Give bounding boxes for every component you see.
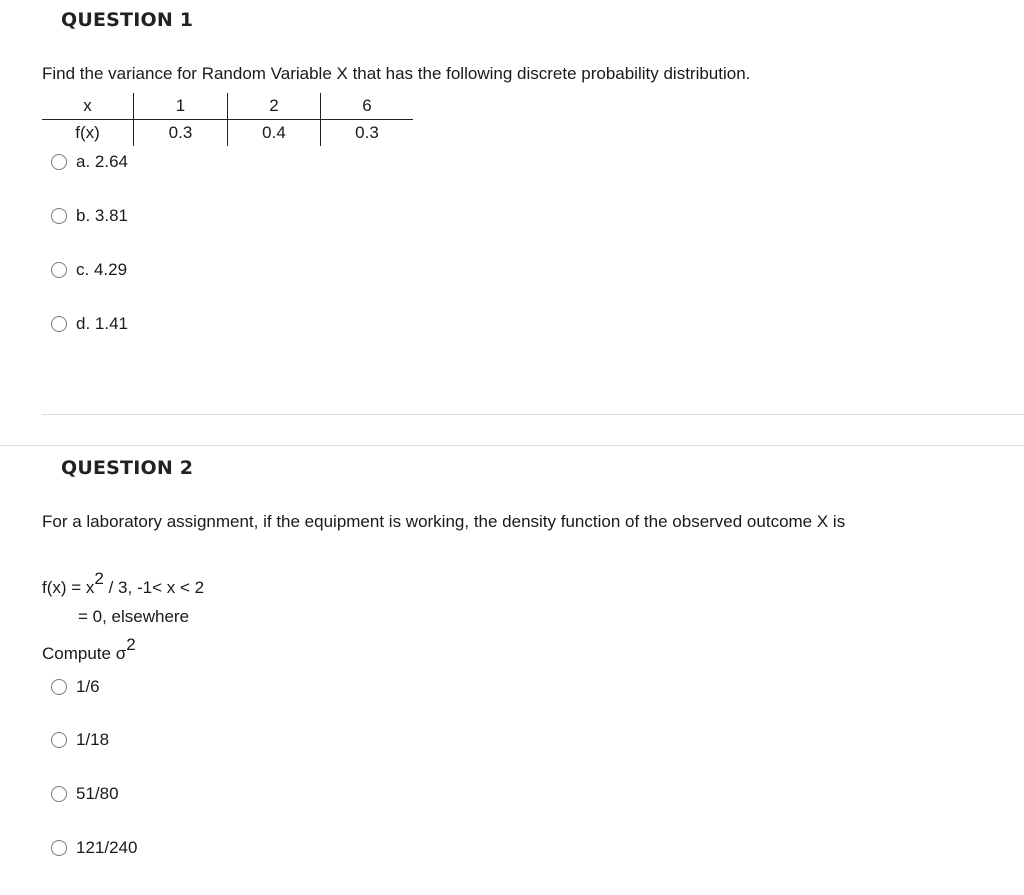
table-cell: 6 xyxy=(321,93,414,120)
compute-text: Compute σ xyxy=(42,644,127,663)
radio-button[interactable] xyxy=(51,732,67,748)
radio-button[interactable] xyxy=(51,840,67,856)
formula-part: / 3, -1< x < 2 xyxy=(103,578,205,597)
density-formula-line-2: = 0, elsewhere xyxy=(78,607,190,626)
radio-button[interactable] xyxy=(51,316,67,332)
table-cell: x xyxy=(42,93,134,120)
q1-option-b[interactable] xyxy=(51,206,128,226)
table-cell: f(x) xyxy=(42,120,134,147)
density-formula-line-1 xyxy=(42,569,205,598)
q2-option-a[interactable] xyxy=(51,677,100,697)
q2-option-c-label: 51/80 xyxy=(76,784,119,803)
formula-part: f(x) = x xyxy=(42,578,95,597)
table-row-fx xyxy=(42,120,413,147)
question-1-heading: QUESTION 1 xyxy=(61,9,194,31)
radio-button[interactable] xyxy=(51,786,67,802)
q1-option-a[interactable] xyxy=(51,152,128,172)
q1-option-a-label: a. 2.64 xyxy=(76,152,128,171)
q2-option-d-label: 121/240 xyxy=(76,838,138,857)
radio-button[interactable] xyxy=(51,154,67,170)
q2-option-b[interactable] xyxy=(51,730,109,750)
question-2-heading: QUESTION 2 xyxy=(61,457,194,479)
q1-option-b-label: b. 3.81 xyxy=(76,206,128,225)
table-row-x xyxy=(42,93,413,120)
radio-button[interactable] xyxy=(51,679,67,695)
table-cell: 1 xyxy=(134,93,228,120)
q1-option-d[interactable] xyxy=(51,314,128,334)
q1-option-d-label: d. 1.41 xyxy=(76,314,128,333)
table-cell: 0.3 xyxy=(134,120,228,147)
radio-button[interactable] xyxy=(51,208,67,224)
q2-option-c[interactable] xyxy=(51,784,119,804)
formula-exponent: 2 xyxy=(94,569,104,589)
compute-instruction xyxy=(42,635,136,664)
q2-option-d[interactable] xyxy=(51,838,137,858)
table-cell: 0.4 xyxy=(228,120,321,147)
q2-option-a-label: 1/6 xyxy=(76,677,100,696)
q1-option-c-label: c. 4.29 xyxy=(76,260,128,279)
section-divider xyxy=(0,445,1024,446)
q1-option-c[interactable] xyxy=(51,260,127,280)
probability-distribution-table xyxy=(42,93,413,146)
question-1-prompt: Find the variance for Random Variable X that has the following discrete probability distribution. xyxy=(42,64,751,83)
radio-button[interactable] xyxy=(51,262,67,278)
table-cell: 2 xyxy=(228,93,321,120)
q2-option-b-label: 1/18 xyxy=(76,730,110,749)
compute-exponent: 2 xyxy=(126,635,136,655)
question-divider xyxy=(42,414,1024,415)
question-2-prompt: For a laboratory assignment, if the equipment is working, the density function of the observed outcome X is xyxy=(42,512,846,531)
table-cell: 0.3 xyxy=(355,123,379,142)
